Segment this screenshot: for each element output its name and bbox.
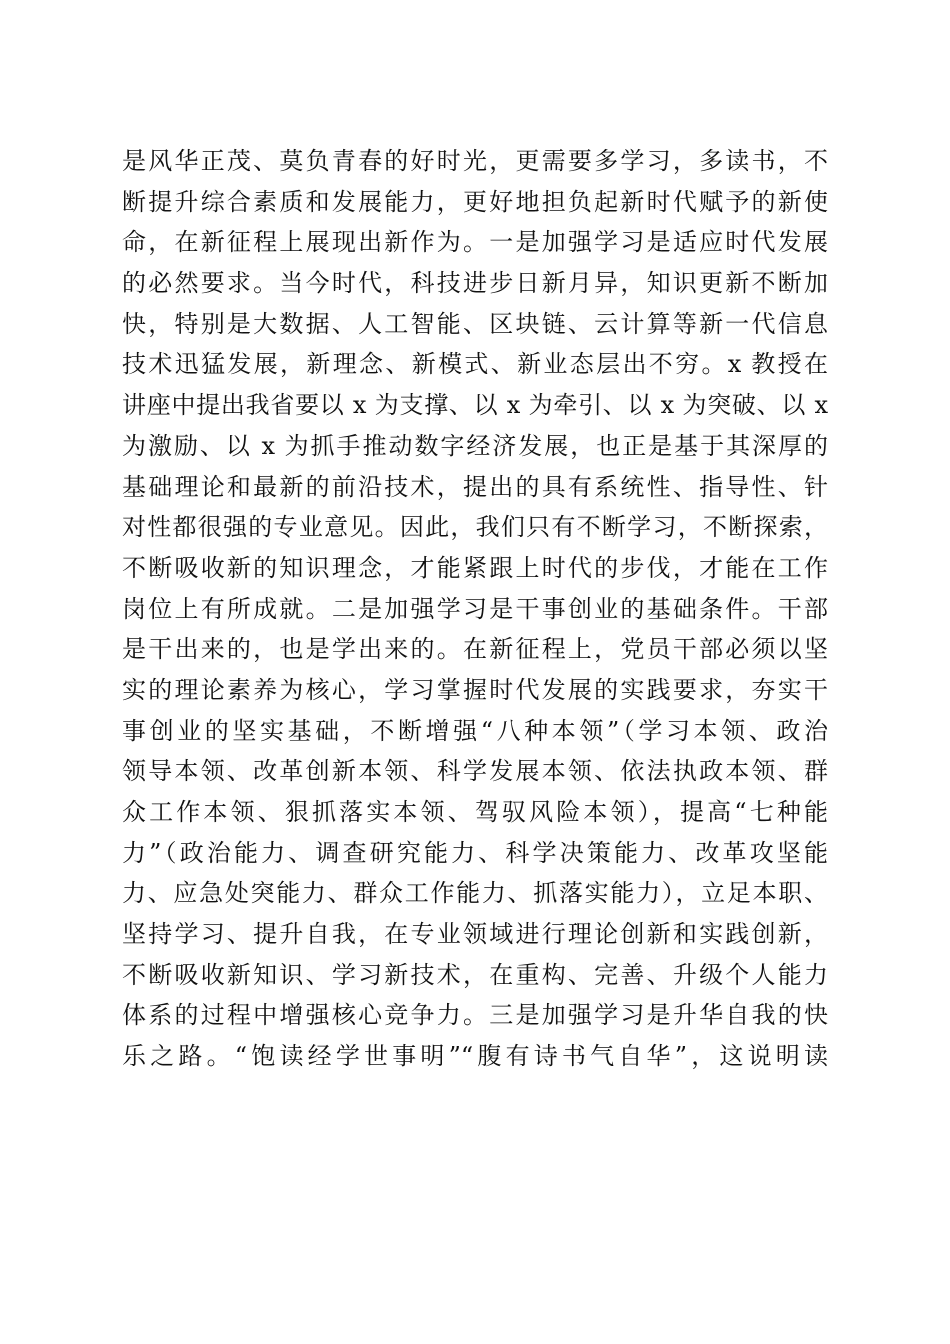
text-line: 力”（政治能力、调查研究能力、科学决策能力、改革攻坚能 — [122, 838, 828, 867]
text-line: 是风华正茂、莫负青春的好时光，更需要多学习，多读书，不 — [122, 147, 828, 175]
text-line: 快，特别是大数据、人工智能、区块链、云计算等新一代信息 — [122, 309, 828, 338]
text-line: 乐之路。“饱读经学世事明”“腹有诗书气自华”，这说明读 — [122, 1042, 828, 1071]
text-line: 坚持学习、提升自我，在专业领域进行理论创新和实践创新， — [122, 920, 828, 949]
text-line: 不断吸收新知识、学习新技术，在重构、完善、升级个人能力 — [122, 960, 828, 989]
text-line: 体系的过程中增强核心竞争力。三是加强学习是升华自我的快 — [122, 1001, 828, 1030]
text-line: 是干出来的，也是学出来的。在新征程上，党员干部必须以坚 — [122, 635, 828, 664]
text-line: 的必然要求。当今时代，科技进步日新月异，知识更新不断加 — [122, 269, 828, 298]
text-line: 断提升综合素质和发展能力，更好地担负起新时代赋予的新使 — [122, 187, 828, 216]
text-line: 不断吸收新的知识理念，才能紧跟上时代的步伐，才能在工作 — [122, 553, 828, 582]
text-line: 事创业的坚实基础，不断增强“八种本领”（学习本领、政治 — [122, 716, 828, 745]
text-line: 岗位上有所成就。二是加强学习是干事创业的基础条件。干部 — [122, 594, 828, 623]
text-line: 领导本领、改革创新本领、科学发展本领、依法执政本领、群 — [122, 757, 828, 786]
text-line: 命，在新征程上展现出新作为。一是加强学习是适应时代发展 — [122, 228, 828, 257]
text-line: 力、应急处突能力、群众工作能力、抓落实能力），立足本职、 — [122, 879, 828, 908]
text-line: 基础理论和最新的前沿技术，提出的具有系统性、指导性、针 — [122, 472, 828, 501]
text-line: 众工作本领、狠抓落实本领、驾驭风险本领），提高“七种能 — [122, 798, 828, 826]
text-line: 对性都很强的专业意见。因此，我们只有不断学习，不断探索， — [122, 513, 828, 542]
text-line: 技术迅猛发展，新理念、新模式、新业态层出不穷。x 教授在 — [122, 350, 828, 379]
text-line: 实的理论素养为核心，学习掌握时代发展的实践要求，夯实干 — [122, 675, 828, 704]
text-line: 讲座中提出我省要以 x 为支撑、以 x 为牵引、以 x 为突破、以 x — [122, 391, 828, 420]
text-line: 为激励、以 x 为抓手推动数字经济发展，也正是基于其深厚的 — [122, 431, 828, 460]
body-paragraph — [122, 141, 828, 1077]
